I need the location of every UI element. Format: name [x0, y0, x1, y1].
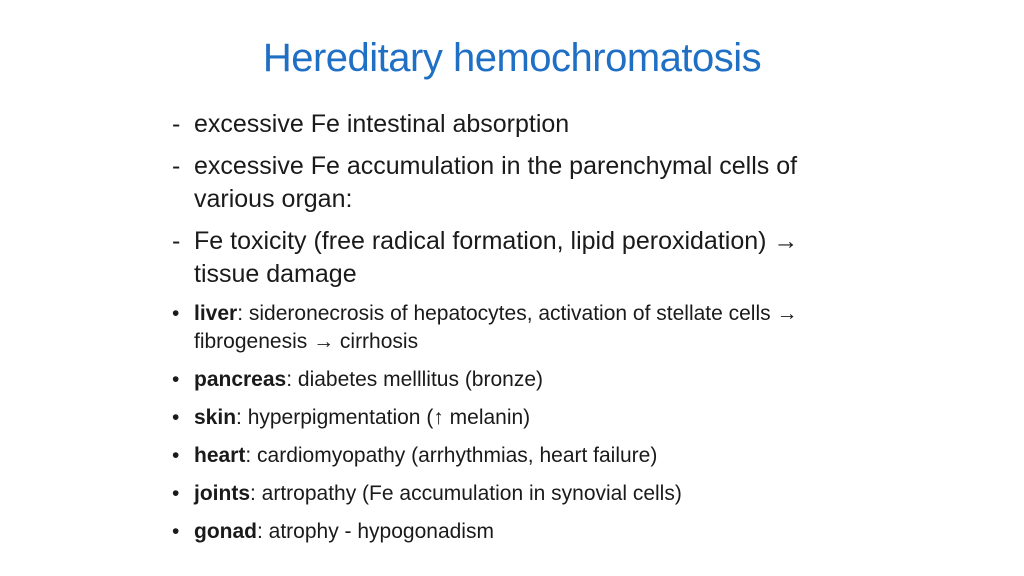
- bullet-item-joints: [170, 480, 870, 508]
- bullet-text: : artropathy (Fe accumulation in synovial cells): [250, 482, 682, 505]
- slide-title: Hereditary hemochromatosis: [262, 36, 762, 80]
- bullet-term: liver: [194, 302, 238, 325]
- bullet-item-pancreas: [170, 366, 870, 394]
- bullet-marker: •: [172, 302, 180, 325]
- bullet-text: : atrophy - hypogonadism: [257, 520, 494, 543]
- bullet-term: heart: [194, 444, 246, 467]
- dash-item: [170, 150, 870, 216]
- dash-item-text: excessive Fe intestinal absorption: [194, 110, 570, 138]
- bullet-term: pancreas: [194, 368, 287, 391]
- dash-marker: -: [172, 152, 181, 180]
- bullet-term: gonad: [194, 520, 257, 543]
- slide-content: [170, 108, 870, 556]
- bullet-text: : cardiomyopathy (arrhythmias, heart failure): [245, 444, 658, 467]
- dash-marker: -: [172, 110, 181, 138]
- dash-item-text: excessive Fe accumulation in the parenchymal cells of various organ:: [194, 152, 798, 213]
- bullet-item-liver: [170, 300, 870, 356]
- bullet-marker: •: [172, 368, 180, 391]
- bullet-marker: •: [172, 444, 180, 467]
- dash-marker: -: [172, 227, 181, 255]
- bullet-marker: •: [172, 406, 180, 429]
- dash-item: [170, 108, 870, 141]
- dash-list: [170, 108, 870, 291]
- bullet-item-heart: [170, 442, 870, 470]
- bullet-item-skin: [170, 404, 870, 432]
- bullet-text: : diabetes melllitus (bronze): [286, 368, 544, 391]
- bullet-item-gonad: [170, 518, 870, 546]
- bullet-marker: •: [172, 520, 180, 543]
- dash-item-text: Fe toxicity (free radical formation, lipid peroxidation) → tissue damage: [194, 227, 799, 288]
- bullet-term: skin: [194, 406, 237, 429]
- dash-item: [170, 225, 870, 291]
- bullet-term: joints: [194, 482, 250, 505]
- bullet-marker: •: [172, 482, 180, 505]
- bullet-text: : sideronecrosis of hepatocytes, activation of stellate cells → fibrogenesis → cirrhosis: [194, 302, 798, 353]
- organ-bullet-list: [170, 300, 870, 546]
- bullet-text: : hyperpigmentation (↑ melanin): [236, 406, 531, 429]
